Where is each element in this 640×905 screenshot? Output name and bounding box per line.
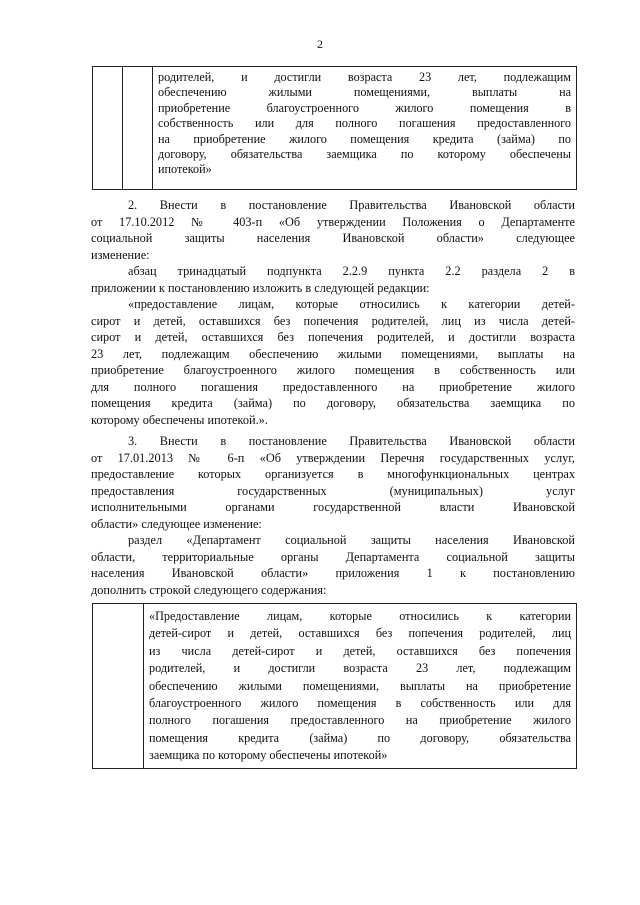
item-3-paragraphs [91, 433, 575, 598]
table-bottom-line: заемщика по которому обеспечены ипотекой» [149, 748, 388, 763]
table-bottom-line: родителей, и достигли возраста 23 лет, подлежащим [149, 661, 571, 676]
table-top-line: родителей, и достигли возраста 23 лет, подлежащим [158, 70, 571, 84]
item-2-line: «предоставление лицам, которые относились к категории детей- [128, 297, 575, 311]
table-bottom-line: полного погашения предоставленного на приобретение жилого [149, 713, 571, 728]
table-top-line: ипотекой» [158, 162, 212, 177]
table-top-line: на приобретение жилого помещения кредита (займа) по [158, 131, 571, 146]
item-2-line: изменение: [91, 247, 150, 262]
item-2-line: от 17.10.2012 № 403-п «Об утверждении Положения о Департаменте [91, 214, 575, 229]
item-2-line: социальной защиты населения Ивановской области» следующее [91, 231, 575, 245]
table-bottom-line: помещения кредита (займа) по договору, обязательства [149, 730, 571, 745]
item-3-line: 3. Внести в постановление Правительства Ивановской области [128, 434, 575, 448]
table-bottom-line: обеспечению жилыми помещениями, выплаты на приобретение [149, 678, 571, 693]
item-2-line: сирот и детей, оставшихся без попечения родителей, лиц из числа детей- [91, 313, 575, 328]
table-top-text [158, 70, 571, 178]
item-3-line: от 17.01.2013 № 6-п «Об утверждении Перечня государственных услуг, [91, 450, 575, 465]
item-3-line: области» следующее изменение: [91, 516, 262, 531]
item-3-line: предоставление которых организуется в многофункциональных центрах [91, 467, 575, 481]
item-3-line: области, территориальные органы Департамента социальной защиты [91, 549, 575, 564]
table-bottom-line: из числа детей-сирот и детей, оставшихся без попечения [149, 643, 571, 658]
page-number: 2 [317, 37, 323, 51]
item-2-line: 23 лет, подлежащим обеспечению жилыми помещениями, выплаты на [91, 346, 575, 361]
item-3-line: предоставления государственных (муниципальных) услуг [91, 483, 575, 498]
item-2-line: помещения кредита (займа) по договору, обязательства заемщика по [91, 396, 575, 410]
table-bottom-line: благоустроенного жилого помещения в собственность или для [149, 696, 571, 711]
item-2-line: абзац тринадцатый подпункта 2.2.9 пункта 2.2 раздела 2 в [128, 264, 575, 278]
table-bottom-line: детей-сирот и детей, оставшихся без попечения родителей, лиц [149, 626, 571, 641]
table-top-line: собственность или для полного погашения предоставленного [158, 116, 571, 131]
table-top-line: договору, обязательства заемщика по которому обеспечены [158, 147, 571, 162]
item-2-line: приобретение благоустроенного жилого помещения в собственность или [91, 363, 575, 377]
table-top-cell-empty-2 [122, 66, 153, 190]
table-top-cell-empty-1 [92, 66, 123, 190]
table-bottom-line: «Предоставление лицам, которые относились к категории [149, 609, 571, 623]
item-3-line: дополнить строкой следующего содержания: [91, 582, 327, 597]
item-3-line: исполнительными органами государственной власти Ивановской [91, 500, 575, 514]
item-2-line: сирот и детей, оставшихся без попечения родителей, и достигли возраста [91, 330, 575, 344]
item-2-line: которому обеспечены ипотекой.». [91, 412, 268, 427]
table-bottom-text [149, 608, 571, 765]
table-bottom-cell-empty [92, 603, 144, 769]
item-2-paragraphs [91, 197, 575, 428]
table-top-line: приобретение благоустроенного жилого помещения в [158, 100, 571, 115]
table-top-line: обеспечению жилыми помещениями, выплаты на [158, 85, 571, 100]
item-3-line: раздел «Департамент социальной защиты населения Ивановской [128, 533, 575, 547]
item-3-line: населения Ивановской области» приложения 1 к постановлению [91, 566, 575, 580]
item-2-line: 2. Внести в постановление Правительства Ивановской области [128, 198, 575, 212]
item-2-line: для полного погашения предоставленного на приобретение жилого [91, 379, 575, 394]
item-2-line: приложении к постановлению изложить в следующей редакции: [91, 280, 430, 295]
